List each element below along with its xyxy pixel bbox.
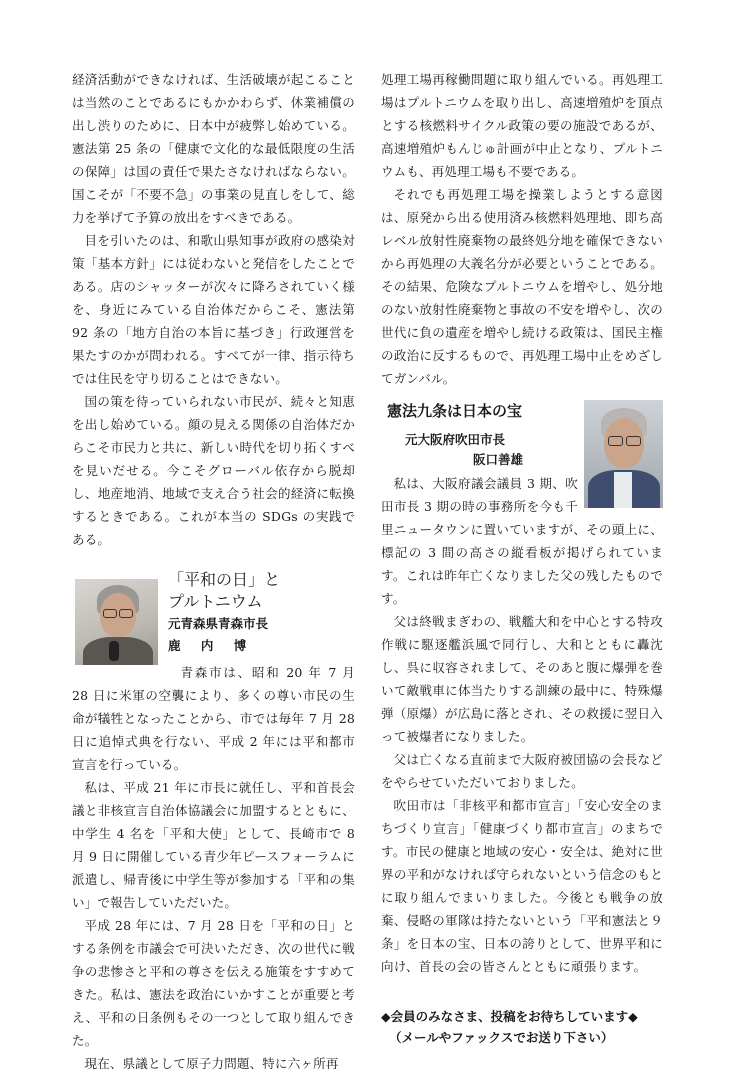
intro-paragraph-2: 目を引いたのは、和歌山県知事が政府の感染対策「基本方針」には従わないと発信をしたことである。店のシャッターが次々に降ろされていく様を、身近にみている自治体だからこそ、憲法第 92 条の「地方自治の本旨に基づき」行政運営を果たすのかが問われる。すべてが一律、指示待ちでは住民を守り切ることはできない。 [72, 233, 355, 386]
left-column [72, 68, 355, 1075]
article-paragraph-2: 私は、平成 21 年に市長に就任し、平和首長会議と非核宣言自治体協議会に加盟するとともに、中学生 4 名を「平和大使」として、長崎市で 8 月 9 日に開催している青少年ピースフォーラムに派遣し、帰青後に中学生等が参加する「平和の集い」で報告していただいた。 [72, 780, 355, 910]
article-paragraph-4: 現在、県議として原子力問題、特に六ヶ所再 [84, 1056, 339, 1071]
author-b-name: 阪口善雄 [473, 452, 524, 467]
article-peace-day [72, 569, 355, 1075]
article-paragraph-1: 青森市は、昭和 20 年 7 月 28 日に米軍の空襲により、多くの尊い市民の生命が犠牲となったことから、市では毎年 7 月 28 日に追悼式典を行ない、平成 2 年には平和都市宣言を行っている。 [72, 665, 355, 772]
article-b-paragraph-1: 私は、大阪府議会議員 3 期、吹田市長 3 期の時の事務所を今も千里ニュータウンに置いていますが、その頭上に、標記の 3 間の高さの縦看板が掲げられています。これは昨年亡くなりました父の残したものです。 [381, 476, 663, 606]
intro-paragraph-1: 経済活動ができなければ、生活破壊が起こることは当然のことであるにもかかわらず、休業補償の出し渋りのために、日本中が疲弊し始めている。憲法第 25 条の「健康で文化的な最低限度の生活の保障」は国の責任で果たさなければならない。国こそが「不要不急」の事業の見直しをして、総力を挙げて予算の放出をすべきである。 [72, 72, 355, 225]
author-b-affiliation: 元大阪府吹田市長 [405, 432, 506, 447]
notice-line-2: （メールやファックスでお送り下さい） [389, 1030, 614, 1045]
author-photo-shikanai [75, 579, 158, 665]
submission-notice [381, 1006, 663, 1048]
continued-paragraph-1: 処理工場再稼働問題に取り組んでいる。再処理工場はプルトニウムを取り出し、高速増殖炉を頂点とする核燃料サイクル政策の要の施設であるが、高速増殖炉もんじゅ計画が中止となり、プルトニウムも、再処理工場も不要である。 [381, 72, 663, 179]
article-b-paragraph-4: 吹田市は「非核平和都市宣言」「安心安全のまちづくり宣言」「健康づくり都市宣言」のまちです。市民の健康と地域の安心・安全は、絶対に世界の平和がなければ守られないという信念のもとに取り組んでまいりました。今後とも戦争の放棄、侵略の軍隊は持たないという「平和憲法と９条」を日本の宝、日本の誇りとして、世界平和に向け、首長の会の皆さんとともに頑張ります。 [381, 798, 663, 974]
notice-line-1: ◆会員のみなさま、投稿をお待ちしています◆ [381, 1009, 638, 1024]
article-paragraph-3: 平成 28 年には、7 月 28 日を「平和の日」とする条例を市議会で可決いただき、次の世代に戦争の悲惨さと平和の尊さを伝える施策をすすめてきた。私は、憲法を政治にいかすことが重要と考え、平和の日条例もその一つとして取り組んできた。 [72, 918, 355, 1048]
right-column [381, 68, 663, 1048]
article-title-article9: 憲法九条は日本の宝 [387, 402, 523, 420]
intro-paragraph-3: 国の策を待っていられない市民が、続々と知恵を出し始めている。顔の見える関係の自治体だからこそ市民力と共に、新しい時代を切り拓くすべを見いだせる。今こそグローバル依存から脱却し、地産地消、地域で支え合う社会的経済に転換するときである。これが本当の SDGs の実践である。 [72, 394, 355, 547]
author-name: 鹿 内 博 [168, 638, 255, 653]
article-title-line-1: 「平和の日」と [168, 570, 281, 589]
author-photo-sakaguchi [584, 400, 663, 508]
article-b-paragraph-2: 父は終戦まぎわの、戦艦大和を中心とする特攻作戦に駆逐艦浜風で同行し、大和とともに轟沈し、呉に収容されまして、そのあと腹に爆弾を巻いて敵戦車に体当たりする訓練の最中に、特殊爆弾（原爆）が広島に落とされ、その救援に翌日入って被爆者になりました。 [381, 614, 663, 744]
article-b-paragraph-3: 父は亡くなる直前まで大阪府被団協の会長などをやらせていただいておりました。 [381, 752, 663, 790]
article-title-line-2: プルトニウム [168, 592, 263, 611]
author-affiliation: 元青森県青森市長 [168, 616, 269, 631]
continued-paragraph-2: それでも再処理工場を操業しようとする意図は、原発から出る使用済み核燃料処理地、即ち高レベル放射性廃棄物の最終処分地を確保できないから再処理の大義名分が必要ということである。その結果、危険なプルトニウムを増やし、処分地のない放射性廃棄物と事故の不安を増やし、次の世代に負の遺産を増やし続ける政策は、国民主権の政治に反するもので、再処理工場中止をめざしてガンバル。 [381, 187, 663, 386]
article-article9 [381, 400, 663, 978]
